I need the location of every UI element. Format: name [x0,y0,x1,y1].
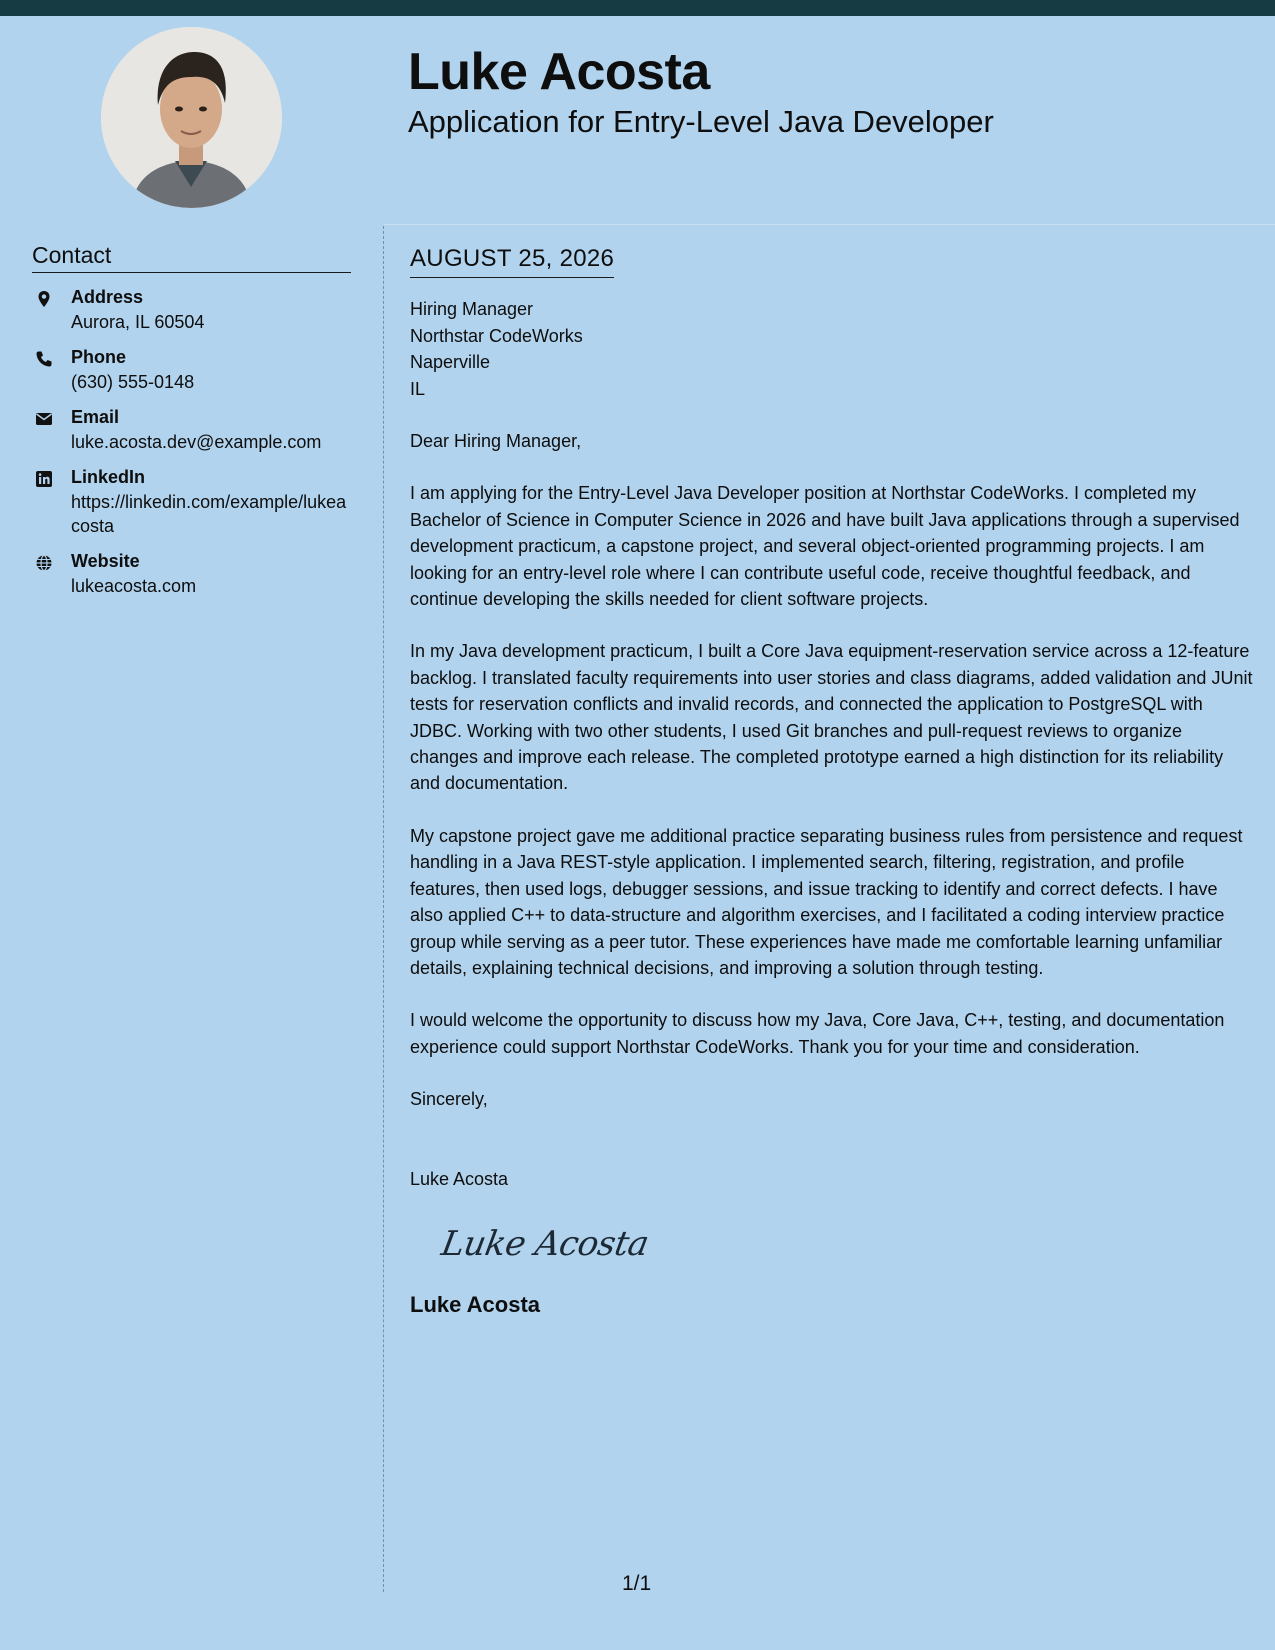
body-paragraph-3: My capstone project gave me additional practice separating business rules from persistence and request handling in a Java REST-style application. I implemented search, filtering, registration, and profile features, then used logs, debugger sessions, and issue tracking to identify and correct defects. I have also applied C++ to data-structure and algorithm exercises, and I facilitated a coding interview practice group while serving as a peer tutor. These experiences have made me comfortable learning unfamiliar details, explaining technical decisions, and improving a solution through testing. [410,825,1243,978]
header-divider [384,224,1275,225]
recipient-company: Northstar CodeWorks [410,325,583,346]
handwritten-signature: Luke Acosta [438,1223,652,1264]
signer-name: Luke Acosta [410,1168,509,1189]
map-pin-icon [35,290,53,308]
contact-label: LinkedIn [71,467,146,487]
contact-value: Aurora, IL 60504 [71,312,205,332]
envelope-icon [35,410,53,428]
contact-website [32,549,351,598]
contact-linkedin [32,465,351,538]
profile-photo [101,27,282,208]
signer-name-bold: Luke Acosta [410,1291,541,1317]
column-divider [383,226,384,1592]
contact-heading: Contact [32,240,351,273]
recipient-block [410,296,1255,402]
contact-label: Email [71,407,120,427]
letter-date: AUGUST 25, 2026 [410,244,614,278]
contact-label: Address [71,287,144,307]
contact-label: Phone [71,347,127,367]
contact-address [32,285,351,334]
top-accent-bar [0,0,1275,16]
phone-icon [35,350,53,368]
contact-value[interactable]: luke.acosta.dev@example.com [71,432,322,452]
salutation: Dear Hiring Manager, [410,431,582,451]
recipient-state: IL [410,378,426,399]
closing: Sincerely, [410,1089,488,1110]
contact-value[interactable]: https://linkedin.com/example/lukeacosta [71,492,347,536]
recipient-city: Naperville [410,352,491,372]
body-paragraph-1: I am applying for the Entry-Level Java Developer position at Northstar CodeWorks. I completed my Bachelor of Science in Computer Science in 2026 and have built Java applications through a supervised development practicum, a capstone project, and several object-oriented programming projects. I am looking for an entry-level role where I can contribute useful code, receive thoughtful feedback, and continue developing the skills needed for client software projects. [410,483,1240,610]
applicant-name: Luke Acosta [408,43,710,101]
body-paragraph-4: I would welcome the opportunity to discuss how my Java, Core Java, C++, testing, and documentation experience could support Northstar CodeWorks. Thank you for your time and consideration. [410,1010,1225,1057]
contact-phone [32,345,351,394]
application-subtitle: Application for Entry-Level Java Developer [408,104,994,139]
contact-list [32,285,351,598]
globe-icon [35,554,53,572]
body-paragraph-2: In my Java development practicum, I built a Core Java equipment-reservation service across a 12-feature backlog. I translated faculty requirements into user stories and class diagrams, added validation and JUnit tests for reservation conflicts and invalid records, and connected the application to PostgreSQL with JDBC. Working with two other students, I used Git branches and pull-request reviews to organize changes and improve each release. The completed prototype earned a high distinction for its reliability and documentation. [410,641,1253,794]
recipient-title: Hiring Manager [410,299,534,319]
contact-value[interactable]: lukeacosta.com [71,576,197,596]
contact-sidebar [32,240,351,609]
contact-label: Website [71,551,140,571]
linkedin-icon [35,470,53,488]
contact-email [32,405,351,454]
contact-value: (630) 555-0148 [71,372,195,392]
page-number: 1/1 [622,1572,652,1595]
cover-letter [410,244,1255,1319]
